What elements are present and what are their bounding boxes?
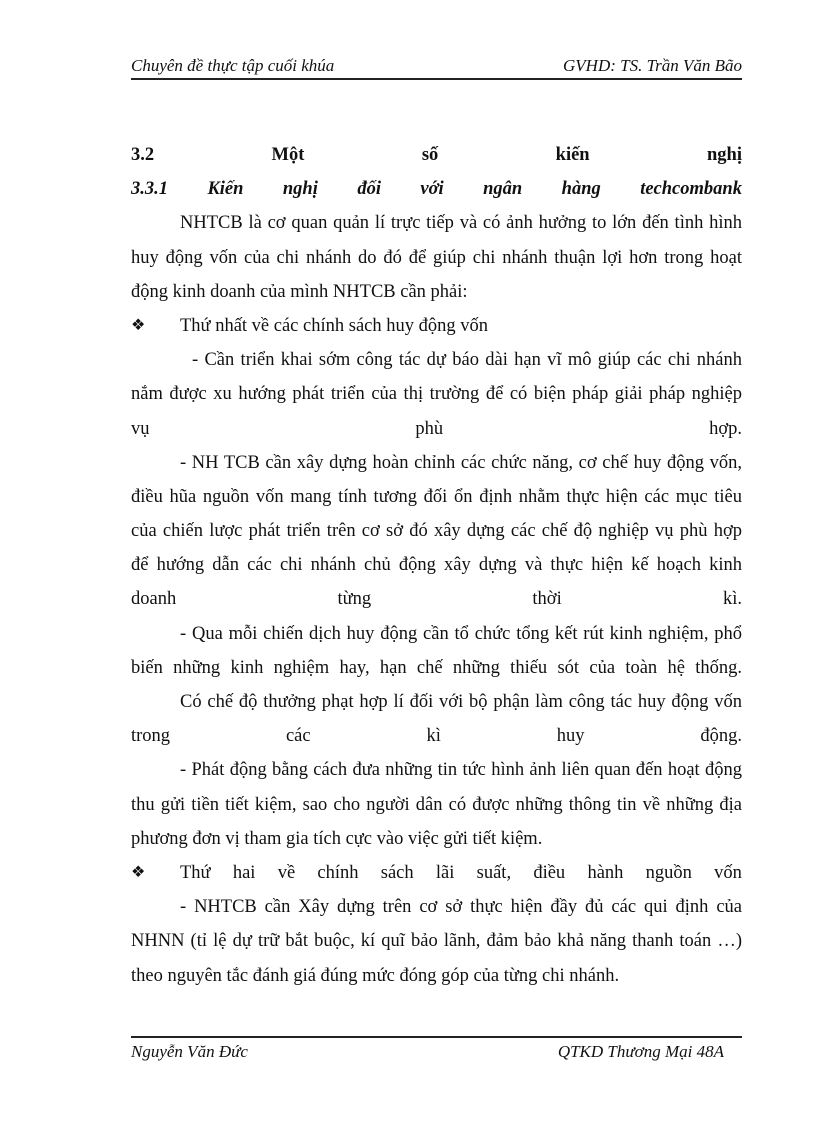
line-text: NHTCB là cơ quan quản lí trực tiếp và có ảnh hưởng to lớn đến tình hình	[180, 213, 742, 234]
bullet-item	[131, 309, 742, 343]
text-line	[131, 548, 742, 582]
text-line	[131, 753, 742, 787]
word: trong	[131, 726, 171, 747]
text-line	[131, 685, 742, 719]
word: sách	[380, 862, 414, 883]
word: đối	[357, 179, 381, 200]
line-text: Có chế độ thưởng phạt hợp lí đối với bộ phận làm công tác huy động vốn	[180, 692, 742, 712]
word: Một	[271, 145, 305, 165]
text-line	[131, 924, 742, 958]
word: hành	[587, 862, 624, 883]
line-text: điều hũa nguồn vốn mang tính tương đối ổn định nhằm thực hiện các mục tiêu	[131, 486, 742, 507]
text-line	[131, 651, 742, 685]
text-line	[131, 206, 742, 240]
text-line	[131, 617, 742, 651]
line-text: nắm được xu hướng phát triển của thị trường để có biện pháp giải pháp nghiệp	[131, 384, 742, 405]
word: với	[420, 179, 444, 200]
line-text: huy động vốn của chi nhánh do đó để giúp chi nhánh thuận lợi hơn trong hoạt	[131, 247, 742, 268]
word: hàng	[561, 179, 601, 200]
line-text: để hướng dẫn các chi nhánh chủ động xây dựng và thực hiện kế hoạch kinh	[131, 555, 742, 576]
word: động.	[700, 726, 742, 747]
line-text: - Qua mỗi chiến dịch huy động cần tổ chức tổng kết rút kinh nghiệm, phổ	[180, 623, 742, 644]
line-text: theo nguyên tắc đánh giá đúng mức đóng góp của từng chi nhánh.	[131, 965, 620, 986]
word: nghị	[282, 179, 318, 200]
word: ngân	[483, 179, 523, 200]
line-text: NHNN (tỉ lệ dự trữ bắt buộc, kí quĩ bảo lãnh, đảm bảo khả năng thanh toán …)	[131, 931, 742, 952]
text-line	[131, 959, 742, 993]
word: hợp.	[709, 418, 742, 439]
word: về	[277, 862, 296, 883]
word: lãi	[435, 862, 455, 883]
word: techcombank	[640, 179, 742, 200]
bullet-text: Thứ nhất về các chính sách huy động vốn	[180, 315, 488, 336]
line-text: biến những kinh nghiệm hay, hạn chế những thiếu sót của toàn hệ thống.	[131, 657, 742, 678]
word: số	[421, 145, 439, 165]
word: hai	[232, 862, 256, 883]
diamond-bullet-icon: ❖	[131, 863, 146, 881]
word: điều	[533, 862, 566, 883]
word: nghị	[707, 145, 742, 165]
diamond-bullet-icon: ❖	[131, 316, 146, 334]
bullet-item	[131, 856, 742, 890]
word: huy	[556, 726, 585, 747]
word: suất,	[476, 862, 512, 883]
word: vụ	[131, 418, 150, 439]
text-line	[131, 582, 742, 616]
word: kì.	[722, 589, 742, 610]
word: doanh	[131, 589, 177, 610]
line-text: - NH TCB cần xây dựng hoàn chỉnh các chức năng, cơ chế huy động vốn,	[180, 452, 742, 473]
page-footer	[131, 1036, 742, 1062]
line-text: - NHTCB cần Xây dựng trên cơ sở thực hiện đầy đủ các qui định của	[180, 897, 742, 918]
header-right: GVHD: TS. Trần Văn Bão	[563, 56, 742, 75]
word: Thứ	[180, 862, 211, 883]
text-line	[131, 480, 742, 514]
text-line	[131, 412, 742, 446]
text-line	[131, 241, 742, 275]
text-line	[131, 890, 742, 924]
word: kiến	[555, 145, 590, 165]
word: từng	[337, 589, 372, 610]
text-line	[131, 514, 742, 548]
word: thời	[532, 589, 562, 610]
text-line	[131, 275, 742, 309]
word: Kiến	[207, 179, 244, 200]
word: chính	[317, 862, 359, 883]
document-body	[131, 138, 742, 993]
word: vốn	[714, 862, 742, 883]
text-line	[131, 377, 742, 411]
line-text: động kinh doanh của mình NHTCB cần phải:	[131, 281, 468, 302]
word: các	[285, 726, 311, 747]
word: 3.2	[131, 145, 155, 165]
text-line	[131, 788, 742, 822]
word: kì	[426, 726, 441, 747]
footer-left: Nguyễn Văn Đức	[131, 1042, 248, 1061]
text-line	[131, 719, 742, 753]
footer-right: QTKD Thương Mại 48A	[557, 1042, 724, 1061]
line-text: - Cần triển khai sớm công tác dự báo dài hạn vĩ mô giúp các chi nhánh	[192, 350, 742, 371]
page-header	[131, 50, 742, 80]
section-heading	[131, 138, 742, 172]
line-text: phương đơn vị tham gia tích cực vào việc gửi tiết kiệm.	[131, 828, 543, 849]
word: nguồn	[645, 862, 692, 883]
word: phù	[415, 418, 444, 439]
line-text: thu gửi tiền tiết kiệm, sao cho người dân có được những thông tin về những địa	[131, 794, 742, 815]
text-line	[131, 446, 742, 480]
text-line	[131, 343, 742, 377]
word: 3.3.1	[131, 179, 168, 200]
subsection-heading	[131, 172, 742, 206]
line-text: - Phát động bằng cách đưa những tin tức hình ảnh liên quan đến hoạt động	[180, 760, 742, 781]
header-left: Chuyên đề thực tập cuối khúa	[131, 56, 335, 75]
line-text: của chiến lược phát triển trên cơ sở đó xây dựng các chế độ nghiệp vụ phù hợp	[131, 521, 742, 542]
text-line	[131, 822, 742, 856]
